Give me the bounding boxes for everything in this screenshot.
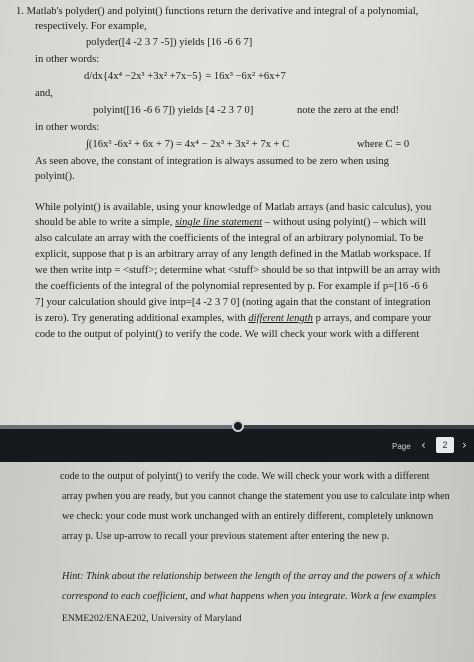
document-page-lower [0, 462, 474, 662]
paragraph-line: code to the output of polyint() to verify the code. We will check your work with a different [60, 471, 430, 482]
page-scrub-handle[interactable] [232, 420, 244, 432]
paragraph-line: array p. Use up-arrow to recall your previous statement after entering the new p. [62, 531, 390, 542]
paragraph-line: the coefficients of the integral of the polynomial represented by p. For example if p=[16 -6 6 [35, 281, 428, 292]
chevron-left-icon[interactable]: ‹ [421, 438, 426, 452]
constant-note: where C = 0 [357, 139, 410, 150]
text-run: should be able to write a simple, [35, 217, 173, 228]
chevron-right-icon[interactable]: › [462, 438, 467, 452]
equation-integral: ∫(16x³ -6x² + 6x + 7) = 4x⁴ − 2x³ + 3x² + 7x + C [86, 139, 290, 150]
paragraph-line: we check: your code must work unchanged with an entirely different, completely unknown [62, 511, 434, 522]
paragraph-line: explicit, suppose that p is an arbitrary array of any length defined in the Matlab workspace. If [35, 249, 431, 260]
page-scrub-track[interactable] [0, 425, 474, 429]
text-run: – without using polyint() – which will [262, 217, 427, 228]
code-example-polyder: polyder([4 -2 3 7 -5]) yields [16 -6 6 7] [86, 37, 253, 48]
footer-course: ENME202/ENAE202, University of Maryland [62, 613, 242, 624]
equation-derivative: d/dx{4x⁴ −2x³ +3x² +7x−5} = 16x³ −6x² +6x+7 [84, 71, 286, 82]
question-line: As seen above, the constant of integration is always assumed to be zero when using [35, 156, 389, 167]
emphasis-single-line: single line statement [175, 217, 263, 228]
question-line: polyint(). [35, 171, 75, 182]
paragraph-line [35, 312, 431, 325]
question-line: in other words: [35, 122, 100, 133]
page-scrub-fill [0, 425, 240, 429]
paragraph-line: also calculate an array with the coefficients of the integral of an arbitrary polynomial. To be [35, 233, 424, 244]
question-line: and, [35, 88, 53, 99]
page-number-input[interactable]: 2 [436, 437, 454, 453]
note-zero: note the zero at the end! [297, 105, 400, 116]
text-run: p arrays, and compare your [312, 313, 432, 324]
paragraph-line: While polyint() is available, using your knowledge of Matlab arrays (and basic calculus), you [35, 202, 432, 213]
pdf-viewer-toolbar [0, 425, 474, 462]
text-run: is zero). Try generating additional examples, with [35, 313, 246, 324]
paragraph-line [35, 216, 426, 229]
emphasis-different-length: different length [248, 313, 313, 324]
question-line: respectively. For example, [35, 21, 147, 32]
paragraph-line: array pwhen you are ready, but you cannot change the statement you use to calculate intp when [62, 491, 450, 502]
hint-line: Hint: Think about the relationship between the length of the array and the powers of x which [62, 571, 441, 582]
question-line: 1. Matlab's polyder() and polyint() functions return the derivative and integral of a polynomial, [16, 6, 419, 17]
paragraph-line: code to the output of polyint() to verify the code. We will check your work with a different [35, 329, 420, 340]
hint-line: correspond to each coefficient, and what happens when you integrate. Work a few examples [62, 591, 437, 602]
code-example-polyint: polyint([16 -6 6 7]) yields [4 -2 3 7 0] [93, 105, 254, 116]
question-line: in other words: [35, 54, 100, 65]
page-label: Page [392, 442, 411, 451]
paragraph-line: 7] your calculation should give intp=[4 -2 3 7 0] (noting again that the constant of integration [35, 297, 431, 308]
paragraph-line: we then write intp = <stuff>; determine what <stuff> should be so that intpwill be an array with [35, 265, 441, 276]
